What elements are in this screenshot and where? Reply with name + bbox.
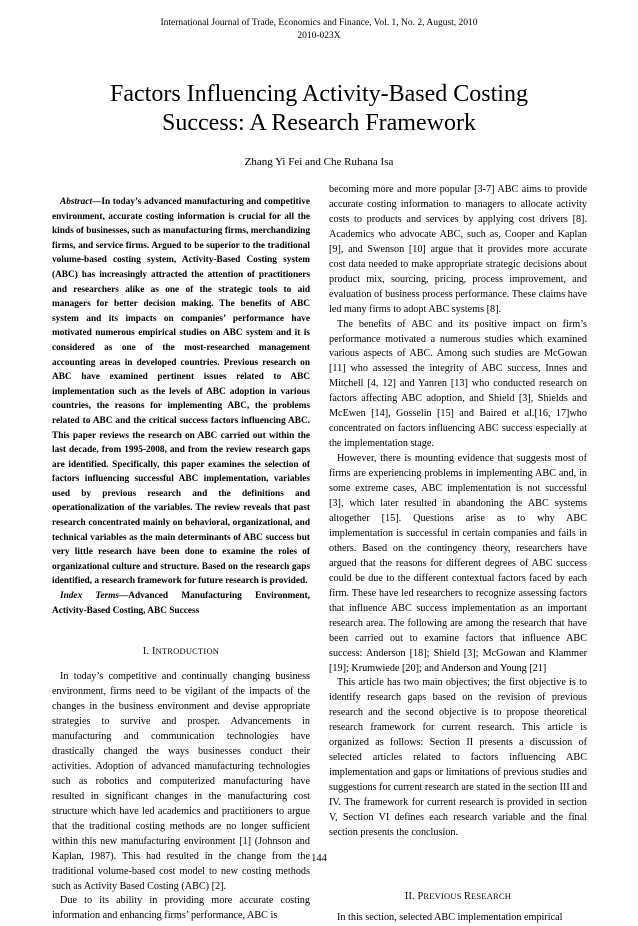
- abstract: [52, 195, 310, 589]
- body-paragraph: In this section, selected ABC implementation empirical: [337, 911, 563, 923]
- abstract-text: —In today’s advanced manufacturing and competitive environment, accurate costing information is crucial for all the kinds of businesses, such as manufacturing firms, merchandizing firms, and service firms. Argued to be superior to the traditional volume-based costing system, Activity-Based Costing system (ABC) has increasingly attracted the attention of practitioners and researchers alike as one of the strategic tools to aid managers for better decision making. The benefits of ABC system and its impacts on companies’ performance have motivated numerous empirical studies on ABC system and it is considered as one of the most-researched management accounting areas in developed countries. Previous research on ABC have examined pertinent issues related to ABC implementation such as the levels of ABC adoption in various countries, the reasons for implementing ABC, the problems related to ABC and the critical success factors influencing ABC. This paper reviews the research on ABC carried out within the last decade, from 1995-2008, and from the review research gaps are identified. Specifically, this paper examines the selection of factors influencing successful ABC implementation, variables used by previous research and the definitions and operationalization of the variables. The review reveals that past research concentrated mainly on behavioral, organizational, and technical variables as the main determinants of ABC success but very little research have been done to examine the roles of organizational culture and structure. Based on the research gaps identified, a research framework for future research is provided.: [52, 197, 310, 587]
- body-paragraph: In today’s competitive and continually changing business environment, firms need to be vigilant of the impacts of the changes in the business environment and devise appropriate strategies to survive and prosper. Advancements in manufacturing and communication technologies have drastically changed the ways businesses conduct their activities. Adoption of advanced manufacturing technologies such as robotics and computerized manufacturing have resulted in significant changes in the manufacturing cost structure which have led academics and practitioners to argue that the traditional costing methods are no longer sufficient within this new manufacturing environment [1] (Johnson and Kaplan, 1987). This had resulted in the change from the traditional volume-based cost model to new costing methods such as Activity Based Costing (ABC) [2].: [52, 671, 310, 892]
- left-column: [52, 195, 310, 924]
- body-paragraph: However, there is mounting evidence that suggests most of firms are experiencing problems in implementing ABC and, in some extreme cases, ABC implementation is not successful [3], which later resulted in abandoning the ABC systems altogether [15]. Questions arise as to why ABC implementation is successful in certain companies and fails in others. Based on the contingency theory, researchers have argued that the reasons for different degrees of ABC success could be due to the different contextual factors faced by each firm. These have led researchers to recognize assessing factors that influence ABC success implementation as an important research area. The following are among the research that have been carried out to examine factors that influence ABC success: Anderson [18]; Shield [3]; McGowan and Klammer [19]; Krumwiede [20]; and Anderson and Young [21]: [329, 453, 587, 674]
- title-line-2: Success: A Research Framework: [162, 110, 476, 136]
- section-heading-previous-research: II. PREVIOUS RESEARCH: [404, 890, 512, 902]
- authors: Zhang Yi Fei and Che Ruhana Isa: [244, 156, 394, 168]
- page-number: 144: [311, 853, 327, 864]
- right-column: [329, 183, 587, 926]
- index-terms-text: —Advanced Manufacturing Environment, Activity-Based Costing, ABC Success: [52, 591, 310, 616]
- paper-title: [0, 80, 638, 138]
- journal-header: [0, 17, 638, 43]
- body-paragraph: The benefits of ABC and its positive impact on firm’s performance motivated a numerous studies which examined various aspects of ABC. Among such studies are McGowan [11] who assessed the integrity of ABC success, Innes and Mitchell [4, 12] and Yanren [13] who conducted research on factors affecting ABC adoption, and Shield [3], Shields and McEwen [14], Gosselin [15] and Baired et al.[16, 17]who concentrated on factors influencing ABC success especially at the implementation stage.: [329, 318, 587, 450]
- section-heading-introduction: I. INTRODUCTION: [142, 646, 220, 658]
- title-line-1: Factors Influencing Activity-Based Costing: [110, 81, 528, 107]
- journal-line: International Journal of Trade, Economics and Finance, Vol. 1, No. 2, August, 2010: [160, 18, 478, 28]
- index-terms-label: Index Terms: [60, 591, 119, 602]
- body-paragraph: Due to its ability in providing more accurate costing information and enhancing firms’ performance, ABC is: [52, 895, 310, 922]
- index-terms: [52, 589, 310, 618]
- paper-id: 2010-023X: [297, 31, 341, 41]
- body-paragraph: becoming more and more popular [3-7] ABC aims to provide accurate costing information to managers to allocate activity costs to products and services by applying cost drivers [8]. Academics who advocate ABC, such as, Cooper and Kaplan [9], and Swenson [10] argue that it provides more accurate cost data needed to make appropriate strategic decisions about product mix, sourcing, pricing, process improvement, and evaluation of business process performance. These claims have led many firms to adopt ABC systems [8].: [329, 184, 587, 315]
- abstract-label: Abstract: [60, 197, 93, 207]
- body-paragraph: This article has two main objectives; the first objective is to identify research gaps based on the revision of previous research and the second objective is to propose theoretical research framework for current research. This article is organized as follows: Section II presents a discussion of selected articles related to factors influencing ABC implementation and gaps or limitations of previous studies and suggestions for current research are stated in the section III and IV. The framework for current research is provided in section V, Section VI defines each research variable and the final section presents the conclusion.: [329, 677, 587, 838]
